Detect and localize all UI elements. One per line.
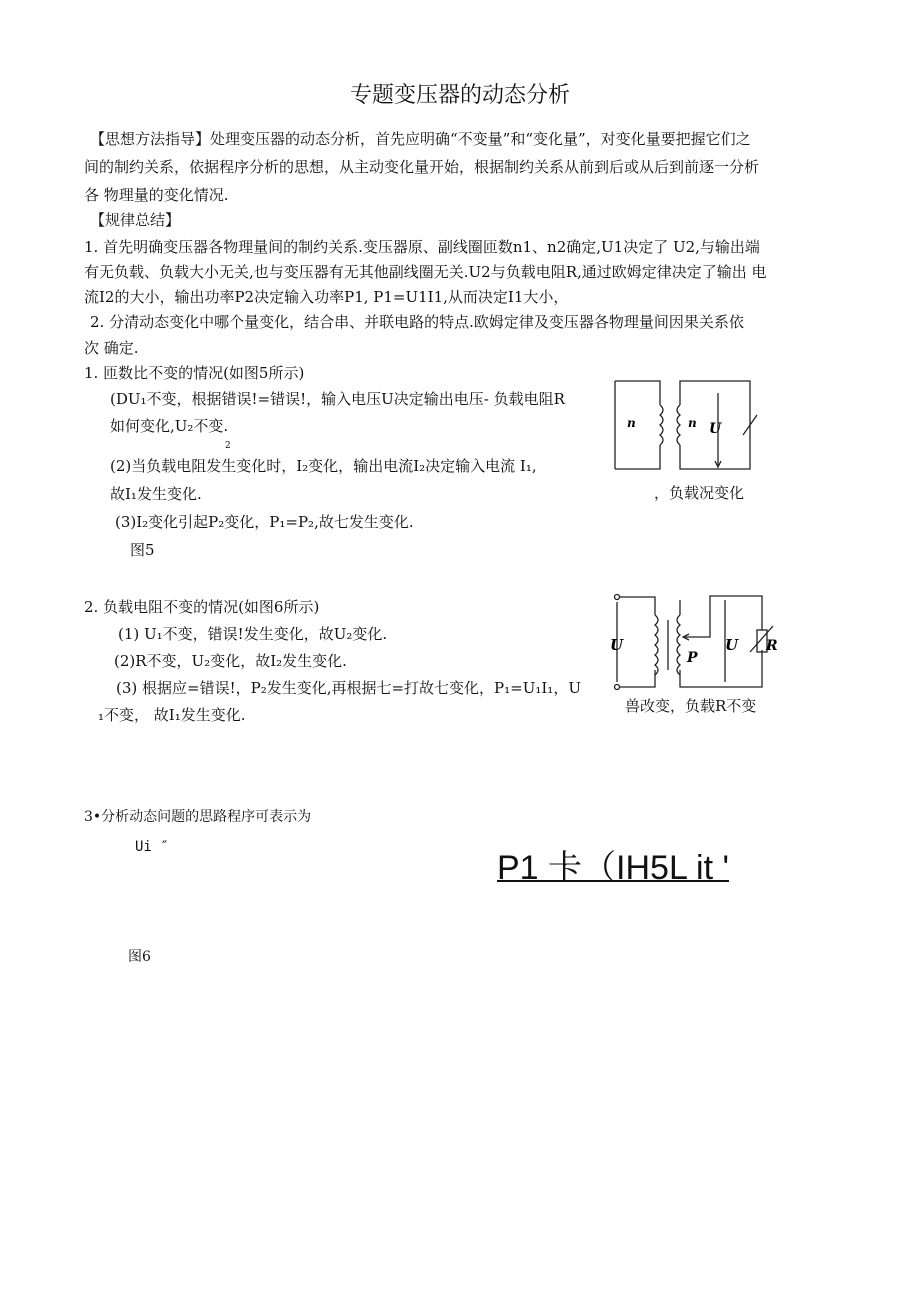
section1-line: 故I₁发生变化. xyxy=(110,485,202,503)
page-title: 专题变压器的动态分析 xyxy=(349,83,570,108)
rule-line: 次 确定. xyxy=(84,339,139,357)
figure5-caption: ，负载况变化 xyxy=(654,484,745,502)
section2-line: (1) U₁不变，错误!发生变化，故U₂变化. xyxy=(118,625,388,643)
figure6-label: 图6 xyxy=(128,949,151,965)
rules-heading: 【规律总结】 xyxy=(90,211,181,229)
rule-line: 有无负载、负载大小无关,也与变压器有无其他副线圈无关.U2与负载电阻R,通过欧姆定律决定了输出 电 xyxy=(84,263,767,281)
section1-line: (2)当负载电阻发生变化时，I₂变化，输出电流I₂决定输入电流 I₁, xyxy=(110,457,537,475)
figure6-caption: 兽改变，负载R不变 xyxy=(625,697,757,715)
section2-line: (2)R不变，U₂变化，故I₂发生变化. xyxy=(114,652,347,670)
u1-label: U xyxy=(610,636,624,654)
ui-fragment: Ui ″ xyxy=(135,839,169,855)
section3-heading: 3•分析动态问题的思路程序可表示为 xyxy=(84,809,312,825)
section1-heading: 1. 匝数比不变的情况(如图5所示) xyxy=(84,364,305,382)
figure6-circuit xyxy=(605,590,778,694)
r-label: R xyxy=(766,638,778,654)
figure5-circuit xyxy=(605,375,765,475)
section2-line: ₁不变， 故I₁发生变化. xyxy=(98,706,246,724)
section2-heading: 2. 负载电阻不变的情况(如图6所示) xyxy=(84,598,320,616)
n1-label: n xyxy=(627,416,636,430)
section1-line: 如何变化,U₂不变. xyxy=(110,417,229,435)
section1-line: (3)I₂变化引起P₂变化，P₁=P₂,故七发生变化. xyxy=(115,513,414,531)
guide-line: 各 物理量的变化情况. xyxy=(84,186,229,204)
section1-line: (DU₁不变，根据错误!=错误!，输入电压U决定输出电压- 负载电阻R xyxy=(110,390,565,408)
formula-fragment: P1 卡（IH5L it ' xyxy=(497,849,729,887)
p-label: P xyxy=(687,650,698,666)
rule-line: 2. 分清动态变化中哪个量变化，结合串、并联电路的特点.欧姆定律及变压器各物理量间因果关系依 xyxy=(90,313,744,331)
u2-label: U xyxy=(709,421,722,437)
figure5-label: 图5 xyxy=(130,541,155,559)
rule-line: 1. 首先明确变压器各物理量间的制约关系.变压器原、副线圈匝数n1、n2确定,U1决定了 U2,与输出端 xyxy=(84,238,760,256)
section2-line: (3) 根据应=错误!，P₂发生变化,再根据七=打故七变化，P₁=U₁I₁，U xyxy=(116,679,581,697)
stray-mark: 2 xyxy=(225,441,231,451)
u2-label: U xyxy=(725,636,739,654)
rule-line: 流I2的大小，输出功率P2决定输入功率P1, P1=U1I1,从而决定I1大小， xyxy=(84,288,569,306)
n2-label: n xyxy=(688,416,697,430)
guide-line: 间的制约关系，依据程序分析的思想，从主动变化量开始，根据制约关系从前到后或从后到前逐一分析 xyxy=(84,158,760,176)
guide-line: 【思想方法指导】处理变压器的动态分析，首先应明确“不变量”和“变化量”，对变化量要把握它们之 xyxy=(90,130,751,148)
